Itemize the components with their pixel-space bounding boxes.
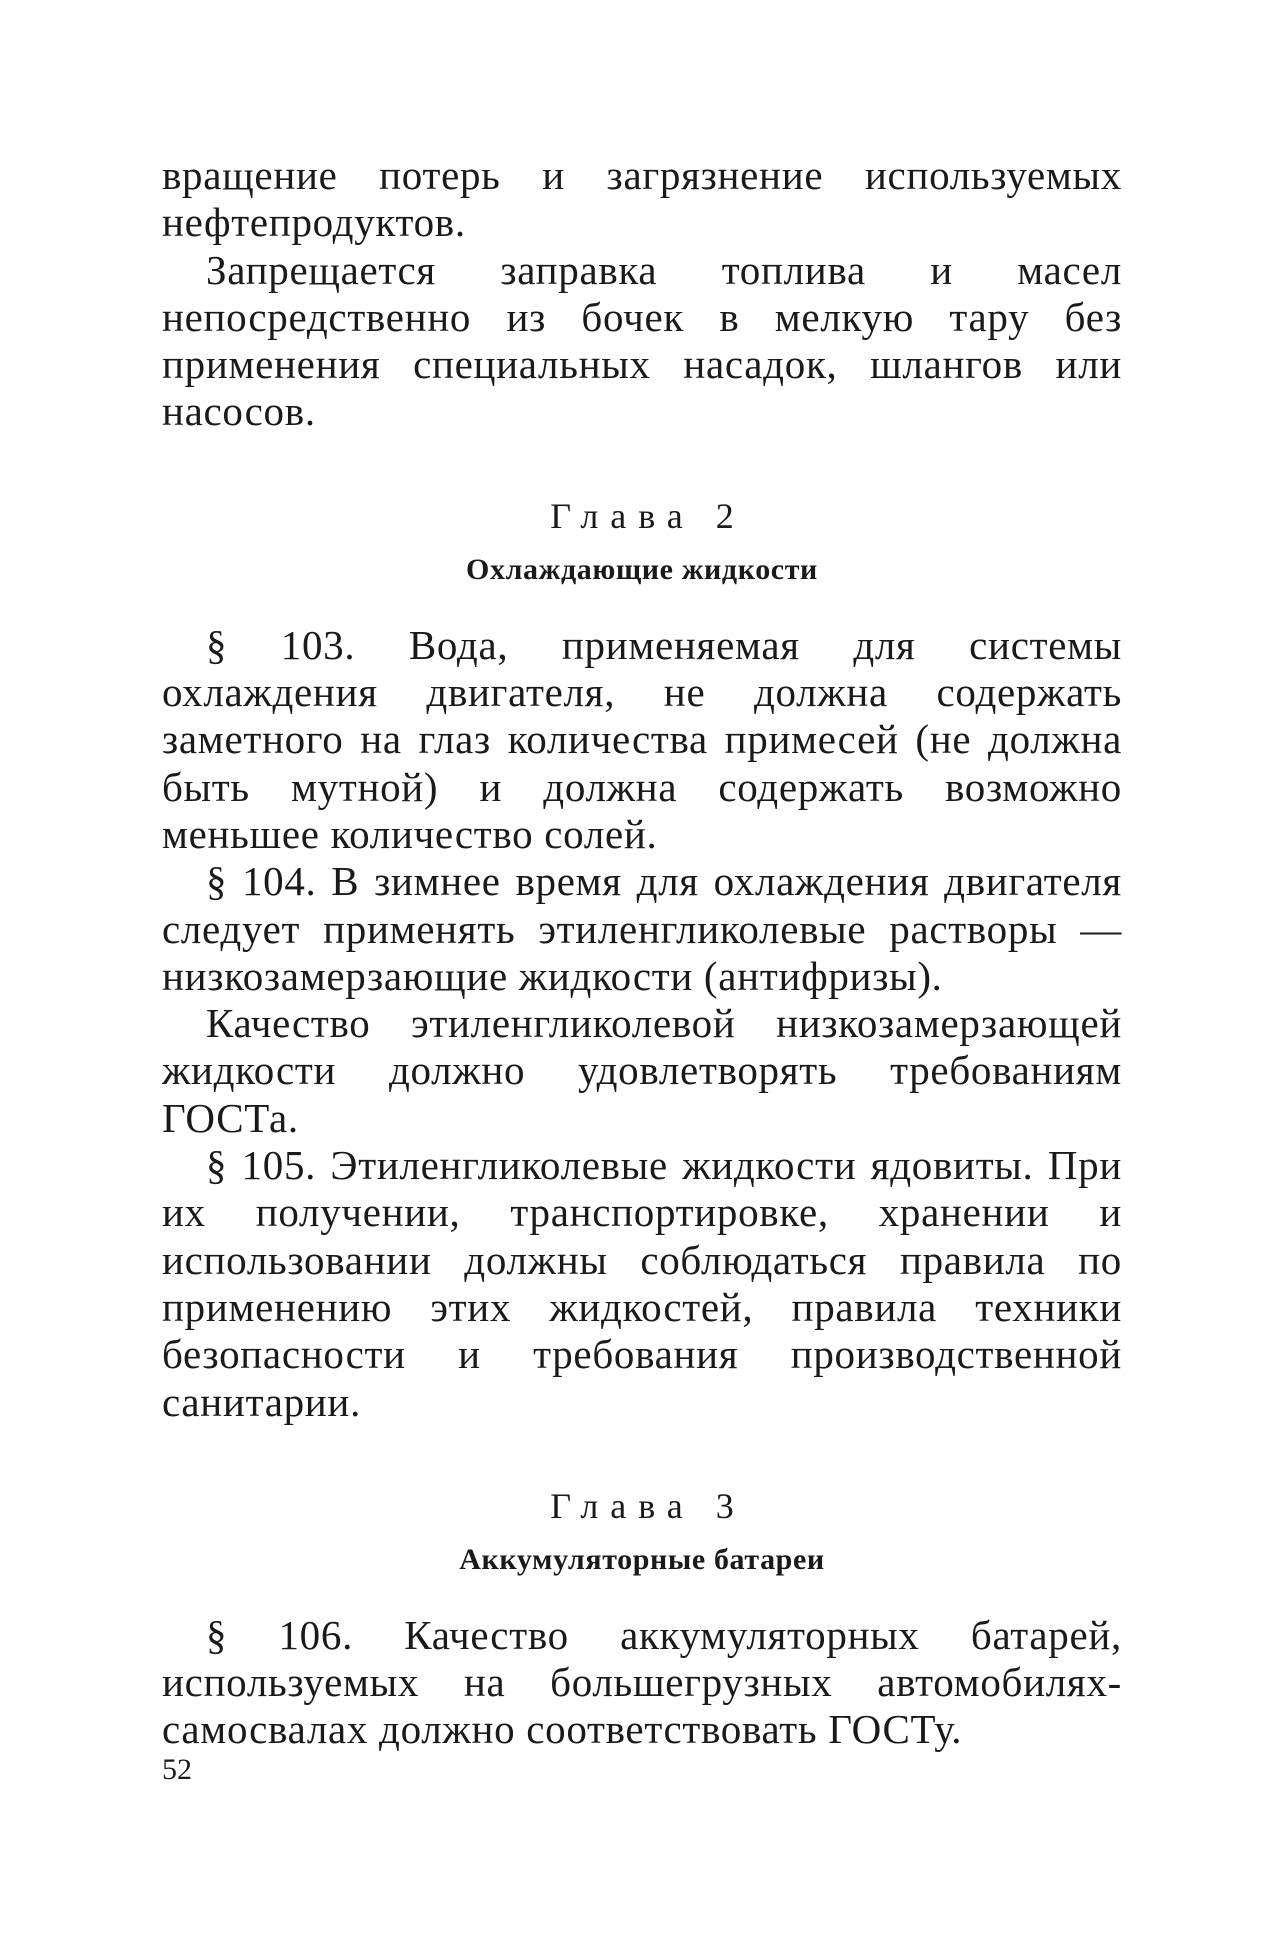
chapter-3-title: Аккумуляторные батареи xyxy=(459,1542,825,1576)
paragraph-section-103: § 103. Вода, применяемая для системы охлаждения двигателя, не должна содержать заметного на глаз количества примесей (не должна быть мутной) и должна содержать возможно меньшее количество солей. xyxy=(162,621,1122,857)
paragraph-antifreeze-quality: Качество этиленгликолевой низкозамерзающей жидкости должно удовлетворять требованиям ГОСТа. xyxy=(162,1000,1122,1141)
chapter-2-label: Глава 2 xyxy=(550,495,746,536)
text-column xyxy=(162,152,1122,1754)
paragraph-prohibition: Запрещается заправка топлива и масел непосредственно из бочек в мелкую тару без применения специальных насадок, шлангов или насосов. xyxy=(162,246,1122,435)
spacer xyxy=(162,1426,1122,1484)
paragraph-continuation: вращение потерь и загрязнение используемых нефтепродуктов. xyxy=(162,152,1122,246)
paragraph-section-104: § 104. В зимнее время для охлаждения двигателя следует применять этиленгликолевые растворы — низкозамерзающие жидкости (антифризы). xyxy=(162,858,1122,999)
chapter-2-title: Охлаждающие жидкости xyxy=(466,552,818,586)
paragraph-section-105: § 105. Этиленгликолевые жидкости ядовиты. При их получении, транспортировке, хранении и использовании должны соблюдаться правила по применению этих жидкостей, правила техники безопасности и требования производственной санитарии. xyxy=(162,1142,1122,1425)
paragraph-section-106: § 106. Качество аккумуляторных батарей, используемых на большегрузных автомобилях-самосвалах должно соответствовать ГОСТу. xyxy=(162,1611,1122,1753)
chapter-3-label: Глава 3 xyxy=(550,1485,746,1526)
spacer xyxy=(162,436,1122,494)
page-number: 52 xyxy=(162,1753,192,1786)
